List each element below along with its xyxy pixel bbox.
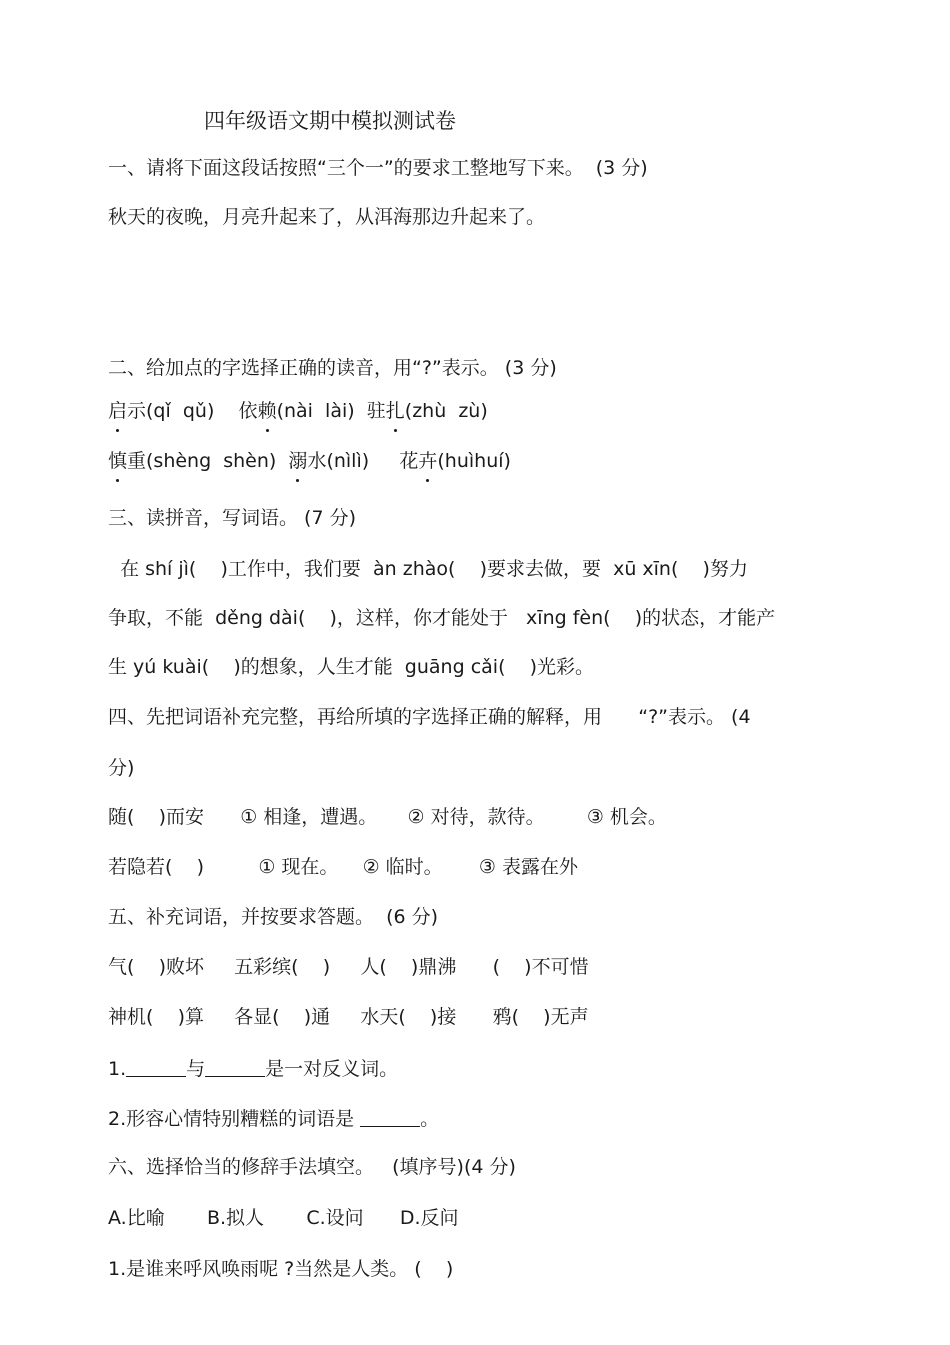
q3-line1: 在 shí jì( )工作中，我们要 àn zhào( )要求去做，要 xū xīn( )努力 xyxy=(108,558,748,580)
q2-row1-item3: (zhù zù) xyxy=(404,400,488,422)
q2-heading: 二、给加点的字选择正确的读音，用“?”表示。 (3 分) xyxy=(108,357,557,379)
q2-row2 xyxy=(108,449,511,473)
q5-row2: 神机( )算 各显( )通 水天( )接 鸦( )无声 xyxy=(108,1006,589,1028)
q5-sub1 xyxy=(108,1057,398,1081)
q2-row1 xyxy=(108,399,488,423)
dotted-char: 扎 xyxy=(385,400,405,422)
q1-heading: 一、请将下面这段话按照“三个一”的要求工整地写下来。 (3 分) xyxy=(108,157,648,179)
q3-line2: 争取，不能 děng dài( )，这样，你才能处于 xīng fèn( )的状态，才能产 xyxy=(108,607,776,629)
q2-row1-item2: (nài lài) xyxy=(276,400,355,422)
q1-text: 秋天的夜晚，月亮升起来了，从洱海那边升起来了。 xyxy=(108,206,546,228)
q5-sub2-text: 2.形容心情特别糟糕的词语是 xyxy=(108,1108,361,1130)
q4-row2: 若隐若( ) ① 现在。 ② 临时。 ③ 表露在外 xyxy=(108,856,578,878)
answer-blank[interactable] xyxy=(360,1108,420,1127)
q6-heading: 六、选择恰当的修辞手法填空。 (填序号)(4 分) xyxy=(108,1156,516,1178)
q5-row1: 气( )败坏 五彩缤( ) 人( )鼎沸 ( )不可惜 xyxy=(108,956,589,978)
q6-options: A.比喻 B.拟人 C.设问 D.反问 xyxy=(108,1207,459,1229)
dotted-char: 卉 xyxy=(418,450,438,472)
q5-sub1-text: 是一对反义词。 xyxy=(265,1058,399,1080)
q2-row2-item2: 水(nìlì) xyxy=(307,450,370,472)
answer-blank[interactable] xyxy=(205,1058,265,1077)
q4-heading-cont: 分) xyxy=(108,757,135,779)
q5-sub2-end: 。 xyxy=(420,1108,440,1130)
q5-heading: 五、补充词语，并按要求答题。 (6 分) xyxy=(108,906,439,928)
page-title: 四年级语文期中模拟测试卷 xyxy=(204,109,456,133)
dotted-char: 启 xyxy=(108,400,128,422)
q3-heading: 三、读拼音，写词语。 (7 分) xyxy=(108,507,356,529)
dotted-char: 慎 xyxy=(108,450,128,472)
q6-sub1: 1.是谁来呼风唤雨呢 ?当然是人类。 ( ) xyxy=(108,1258,454,1280)
q2-row1-item1: 示(qǐ qǔ) xyxy=(127,400,215,422)
q2-row2-item3: (huìhuí) xyxy=(437,450,511,472)
answer-blank[interactable] xyxy=(126,1058,186,1077)
q2-row2-item1: 重(shèng shèn) xyxy=(127,450,277,472)
q2-row2-prefix3: 花 xyxy=(399,450,419,472)
q5-sub1-number: 1. xyxy=(108,1058,127,1080)
dotted-char: 溺 xyxy=(288,450,308,472)
q4-heading: 四、先把词语补充完整，再给所填的字选择正确的解释，用 “?”表示。 (4 xyxy=(108,706,751,728)
q4-row1: 随( )而安 ① 相逢，遭遇。 ② 对待，款待。 ③ 机会。 xyxy=(108,806,667,828)
q5-sub2 xyxy=(108,1107,439,1131)
q5-sub1-and: 与 xyxy=(186,1058,206,1080)
q3-line3: 生 yú kuài( )的想象，人生才能 guāng cǎi( )光彩。 xyxy=(108,656,595,678)
q2-row1-prefix2: 依 xyxy=(238,400,258,422)
dotted-char: 赖 xyxy=(257,400,277,422)
q2-row1-prefix3: 驻 xyxy=(366,400,386,422)
